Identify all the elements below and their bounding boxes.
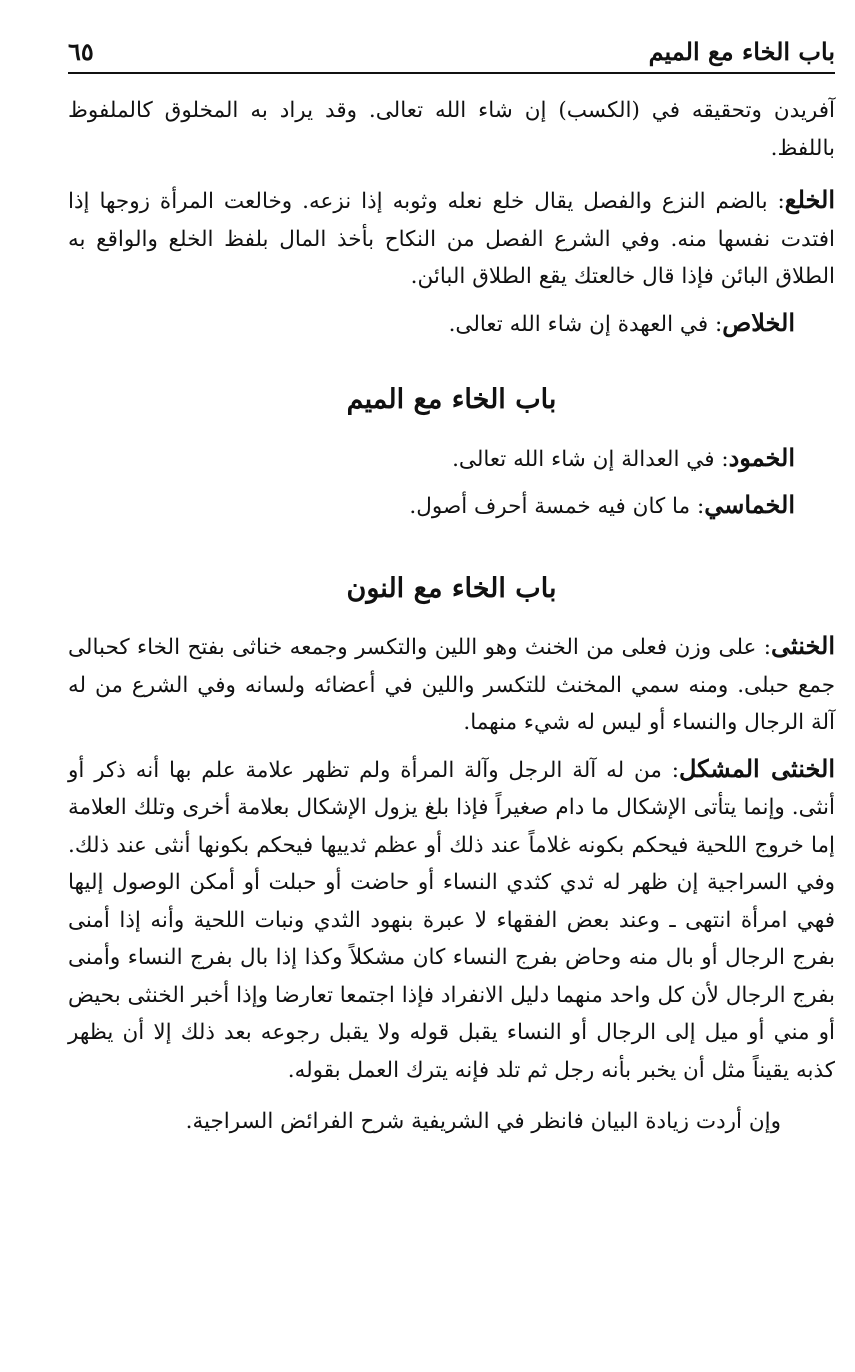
section-heading-kha-mim: باب الخاء مع الميم	[346, 384, 557, 415]
entry-khul	[68, 181, 835, 296]
entry-definition: بالضم النزع والفصل يقال خلع نعله وثوبه إذا نزعه. وخالعت المرأة زوجها إذا افتدت نفسها منه. وفي الشرع الفصل من النكاح بأخذ المال بلفظ الخلع والواقع به الطلاق البائن فإذا قال خالعتك يقع الطلاق البائن.	[68, 189, 835, 289]
entry-separator: :	[756, 635, 772, 660]
page-body	[68, 92, 835, 1141]
entry-separator: :	[714, 446, 729, 472]
entry-separator: :	[708, 311, 723, 337]
entry-term: الخماسي	[704, 490, 795, 519]
entry-khumasi	[68, 486, 835, 526]
entry-separator: :	[767, 189, 785, 214]
entry-term: الخلع	[784, 185, 835, 214]
section-heading-kha-nun: باب الخاء مع النون	[346, 572, 557, 604]
page-header	[68, 32, 835, 74]
entry-definition: في العهدة إن شاء الله تعالى.	[448, 311, 709, 337]
intro-paragraph: آفريدن وتحقيقه في (الكسب) إن شاء الله تعالى. وقد يراد به المخلوق كالملفوظ باللفظ.	[68, 98, 835, 161]
entry-definition: على وزن فعلى من الخنث وهو اللين والتكسر وجمعه خناثى بفتح الخاء كحبالى جمع حبلى. ومنه سمي المخنث للتكسر واللين في أعضائه ولسانه وفي الشرع من له آلة الرجال والنساء أو ليس له شيء منهما.	[68, 635, 835, 735]
entry-khumud	[68, 439, 835, 479]
entry-term: الخنثى المشكل	[679, 753, 836, 783]
entry-definition: في العدالة إن شاء الله تعالى.	[452, 446, 715, 472]
entry-separator: :	[661, 757, 679, 783]
entry-term: الخمود	[728, 442, 795, 472]
entry-term: الخلاص	[722, 307, 795, 337]
entry-khuntha	[68, 627, 835, 742]
entry-term: الخنثى	[771, 631, 836, 660]
running-title: باب الخاء مع الميم	[648, 37, 835, 66]
entry-khalas	[68, 304, 835, 344]
entry-separator: :	[690, 494, 705, 519]
entry-definition: من له آلة الرجل وآلة المرأة ولم تظهر علامة علم بها أنه ذكر أو أنثى. وإنما يتأتى الإشكال ما دام صغيراً فإذا بلغ يزول الإشكال بعلامة أخرى وتلك العلامة إما خروج اللحية فيحكم بكونه غلاماً عند ذلك أو عظم ثدييها فيحكم بكونها أنثى عند ذلك. وفي السراجية إن ظهر له ثدي كثدي النساء أو حاضت أو حبلت أو أمكن الوصول إليها فهي امرأة انتهى ـ وعند بعض الفقهاء لا عبرة بنهود الثدي ونبات اللحية وأنه إذا أمنى بفرج الرجال أو بال منه وحاض بفرج النساء كان مشكلاً وكذا إذا بال بفرج النساء وأمنى بفرج الرجال لأن كل واحد منهما دليل الانفراد فإذا اجتمعا تعارضا وإذا أخبر الخنثى بحيض أو مني أو ميل إلى الرجال أو النساء يقبل قوله ولا يقبل رجوعه بعد ذلك إلا أن يظهر كذبه يقيناً مثل أن يخبر بأنه رجل ثم تلد فإنه يترك العمل بقوله.	[67, 757, 835, 1083]
closing-note: وإن أردت زيادة البيان فانظر في الشريفية شرح الفرائض السراجية.	[185, 1109, 781, 1134]
entry-definition: ما كان فيه خمسة أحرف أصول.	[409, 494, 691, 519]
page-number: ٦٥	[68, 37, 94, 66]
entry-khuntha-mushkil	[68, 750, 835, 1090]
